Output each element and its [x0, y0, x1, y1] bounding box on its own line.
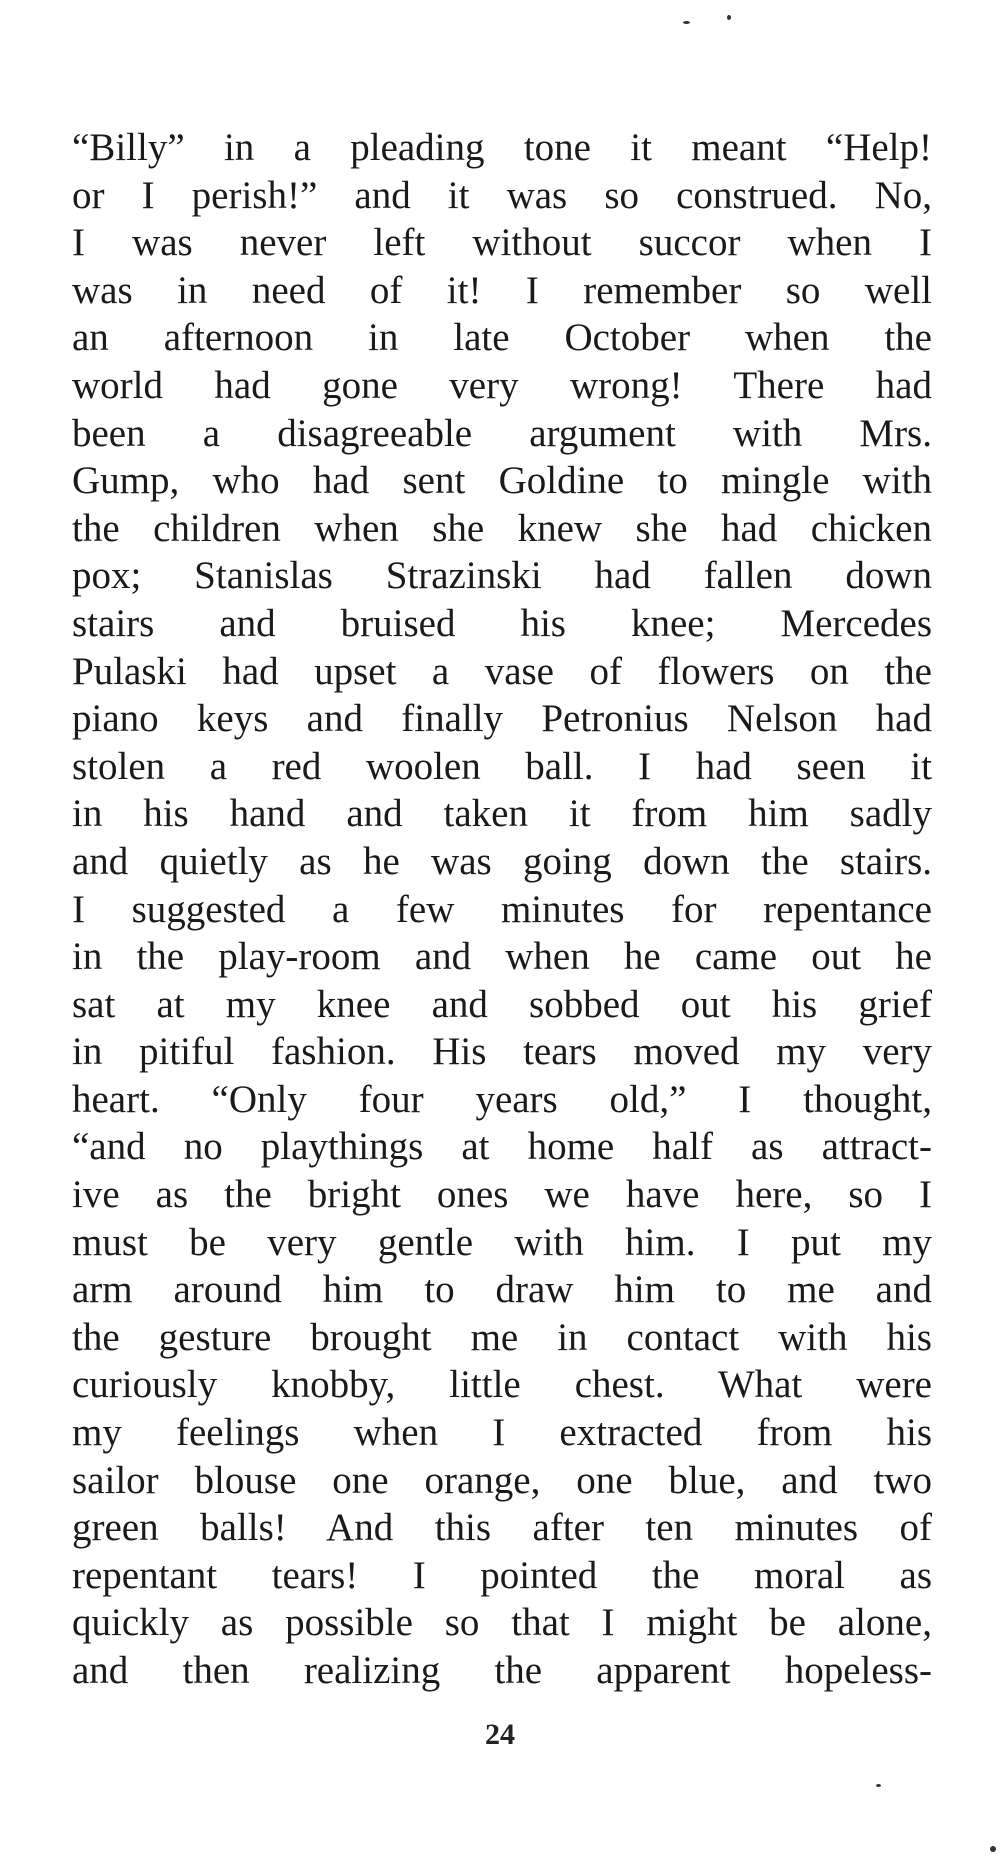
text-line: the gesture brought me in contact with his [72, 1315, 932, 1359]
text-line: my feelings when I extracted from his [72, 1411, 932, 1455]
text-line: green balls! And this after ten minutes of [72, 1506, 932, 1550]
text-line: the children when she knew she had chicken [72, 506, 932, 550]
text-line: or I perish!” and it was so construed. No, [72, 173, 932, 217]
text-line: I was never left without succor when I [72, 221, 932, 265]
text-line: “and no playthings at home half as attract- [72, 1125, 932, 1169]
text-line: stairs and bruised his knee; Mercedes [72, 601, 932, 645]
text-line: I suggested a few minutes for repentance [72, 887, 932, 931]
text-line: arm around him to draw him to me and [72, 1268, 932, 1312]
text-line: in pitiful fashion. His tears moved my very [72, 1030, 932, 1074]
print-speck [876, 1784, 881, 1787]
text-line: and then realizing the apparent hopeless- [72, 1649, 932, 1692]
text-line: quickly as possible so that I might be alone, [72, 1601, 932, 1645]
text-line: Gump, who had sent Goldine to mingle with [72, 459, 932, 503]
text-line: ive as the bright ones we have here, so I [72, 1173, 932, 1217]
text-line: Pulaski had upset a vase of flowers on the [72, 649, 932, 693]
print-speck [727, 15, 731, 20]
print-speck [683, 21, 690, 24]
text-line: heart. “Only four years old,” I thought, [72, 1077, 932, 1121]
text-line: sat at my knee and sobbed out his grief [72, 982, 932, 1026]
text-line: piano keys and finally Petronius Nelson had [72, 697, 932, 741]
text-line: “Billy” in a pleading tone it meant “Help! [72, 126, 932, 169]
text-line: been a disagreeable argument with Mrs. [72, 411, 932, 455]
text-line: pox; Stanislas Strazinski had fallen down [72, 554, 932, 598]
text-line: curiously knobby, little chest. What were [72, 1363, 932, 1407]
text-line: an afternoon in late October when the [72, 316, 932, 360]
text-line: must be very gentle with him. I put my [72, 1220, 932, 1264]
text-line: sailor blouse one orange, one blue, and two [72, 1458, 932, 1502]
text-line: repentant tears! I pointed the moral as [72, 1553, 932, 1597]
text-line: and quietly as he was going down the stairs. [72, 839, 932, 883]
text-line: in the play-room and when he came out he [72, 935, 932, 979]
print-speck [990, 1846, 996, 1852]
text-line: was in need of it! I remember so well [72, 268, 932, 312]
body-text [72, 124, 932, 1695]
text-line: world had gone very wrong! There had [72, 363, 932, 407]
page-number: 24 [485, 1718, 515, 1751]
text-line: in his hand and taken it from him sadly [72, 792, 932, 836]
text-line: stolen a red woolen ball. I had seen it [72, 744, 932, 788]
